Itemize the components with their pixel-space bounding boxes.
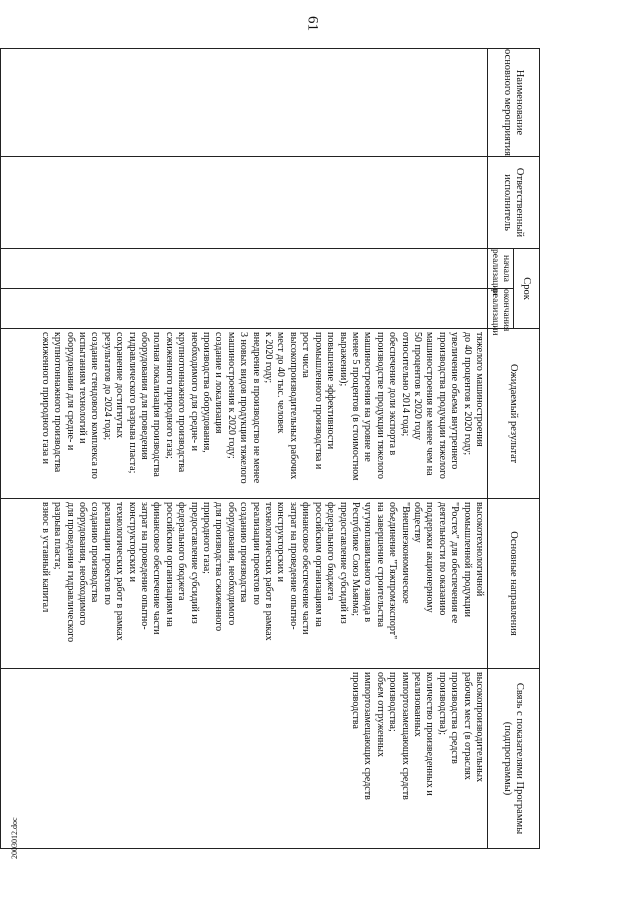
header-link: Связь с показателями Программы (подпрограммы) xyxy=(488,669,540,849)
cell-name xyxy=(1,49,488,157)
link-text: высокопроизводительных рабочих мест (в отраслях производства средств производства); количество произведенных и реализованных импортозамещающих средств производства; объем отгруженных импортозамещающих средств производства xyxy=(349,672,485,800)
header-name: Наименование основного мероприятия xyxy=(488,49,540,157)
cell-directions xyxy=(1,499,488,669)
directions-text: высокотехнологичной промышленной продукции "Ростех" для обеспечения ее деятельности по оказанию поддержки акционерному обществу "Внешнеэкономическое объединение "Тяжпромэкспорт" на завершение строительства чугуноплавильного завода в Республике Союз Мьянма; предоставление субсидий из федерального бюджета российским организациям на финансовое обеспечение части затрат на проведение опытно- конструкторских и технологических работ в рамках реализации проектов по созданию производства оборудования, необходимого для производства сжиженного природного газа; предоставление субсидий из федерального бюджета российским организациям на финансовое обеспечение части затрат на проведение опытно- конструкторских и технологических работ в рамках реализации проектов по созданию производства оборудования, необходимого для проведения гидравлического разрыва пласта; взнос в уставный капитал xyxy=(39,502,485,643)
rotated-table-container xyxy=(0,48,540,848)
header-executor: Ответственный исполнитель xyxy=(488,157,540,249)
page-number: 61 xyxy=(304,16,321,31)
table-row xyxy=(1,49,488,849)
cell-start xyxy=(1,249,488,289)
cell-link xyxy=(1,669,488,849)
header-start: начала реализации xyxy=(488,249,514,289)
cell-result xyxy=(1,329,488,499)
header-end: окончания реализации xyxy=(488,289,514,329)
measures-table xyxy=(0,48,540,849)
cell-end xyxy=(1,289,488,329)
result-text: тяжелого машиностроения до 40 процентов к 2020 году; увеличение объема внутреннего производства продукции тяжелого машиностроения не менее чем на 50 процентов к 2020 году относительно 2014 года; обеспечение доли экспорта в производстве продукции тяжелого машиностроения на уровне не менее 5 процентов (в стоимостном выражении); повышение эффективности промышленного производства и рост числа высокопроизводительных рабочих мест до 40 тыс. человек к 2020 году; внедрение в производство не менее 3 новых видов продукции тяжелого машиностроения к 2020 году; создание и локализация производства оборудования, необходимого для средне- и крупнотоннажного производства сжиженного природного газа; полная локализация производства оборудования для проведения гидравлического разрыва пласта; сохранение достигнутых результатов до 2024 года; создание стендового комплекса по испытаниям технологий и оборудования для средне- и крупнотоннажного производства сжиженного природного газа и xyxy=(39,332,485,484)
document-footer: 2003012.doc xyxy=(10,817,19,859)
cell-executor xyxy=(1,157,488,249)
header-directions: Основные направления xyxy=(488,499,540,669)
header-term: Срок xyxy=(514,249,540,329)
header-result: Ожидаемый результат xyxy=(488,329,540,499)
